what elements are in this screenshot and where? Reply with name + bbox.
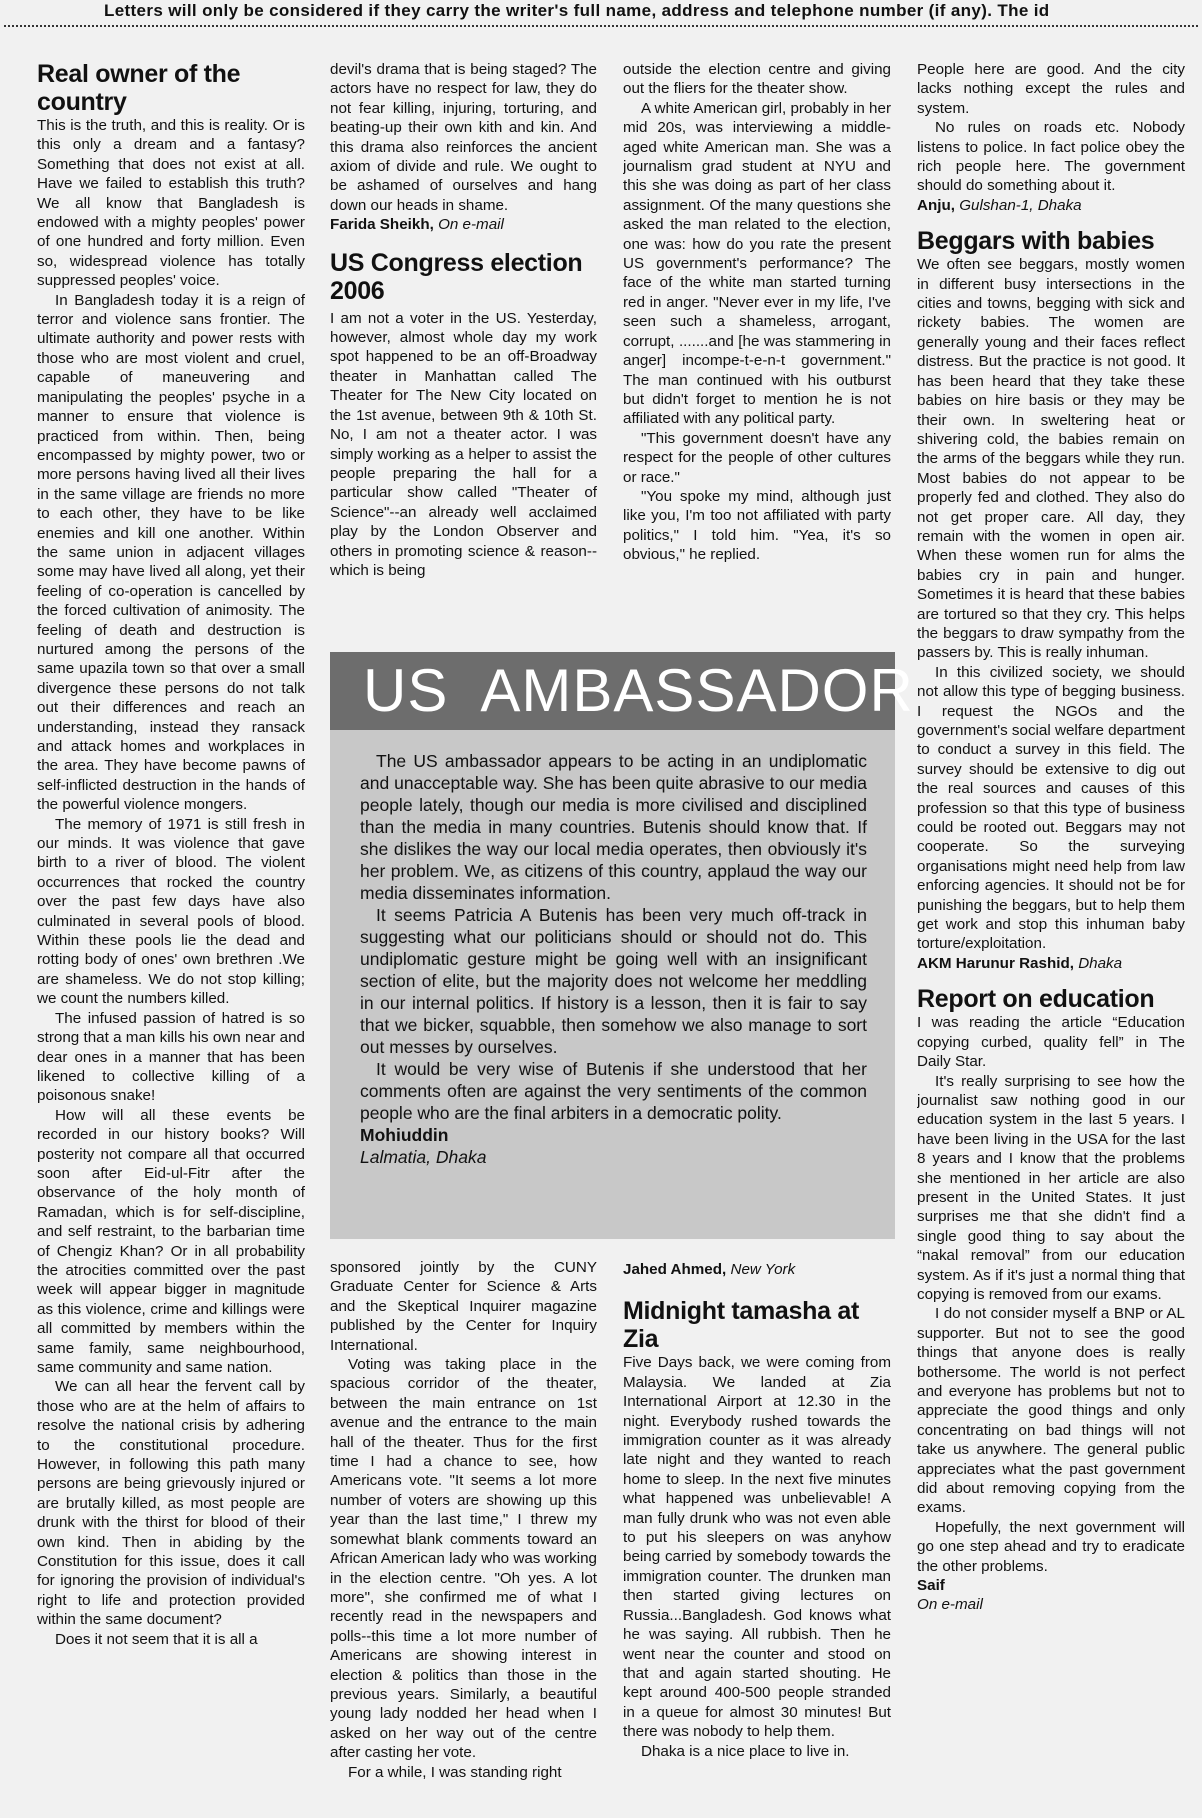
letter-column-2-bottom xyxy=(330,1258,597,1814)
paragraph: "You spoke my mind, although just like you, I'm too not affiliated with party politics," I told him. "Yea, it's so obvious," he replied. xyxy=(623,487,891,564)
paragraph: No rules on roads etc. Nobody listens to police. In fact police obey the rich people here. The government should do something about it. xyxy=(917,119,1185,195)
paragraph: Dhaka is a nice place to live in. xyxy=(641,1742,850,1760)
headline-report-education: Report on education xyxy=(917,985,1155,1014)
paragraph: We can all hear the fervent call by those who are at the helm of affairs to resolve the national crisis by adhering to the constitutional procedure. However, in following this path many persons are being grievously injured or are brutally killed, as most people are drunk with the thirst for blood of their own kind. Then in abiding by the Constitution for this issue, does it call for ignoring the provision of individual's right to life and protection provided within the same document? xyxy=(37,1378,305,1629)
signature: Jahed Ahmed, New York xyxy=(623,1261,796,1278)
box-body xyxy=(360,750,867,1168)
paragraph: It's really surprising to see how the journalist saw nothing good in our education system in the last 5 years. I have been living in the USA for the last 8 years and I know that the problems she mentioned in her article are also present in the United States. It just surprises me that she didn't find a single good thing to say about the “nakal removal” from our education system. As if it's just a normal thing that copying is removed from our exams. xyxy=(917,1072,1185,1303)
paragraph: Does it not seem that it is all a xyxy=(55,1630,258,1648)
banner-text: Letters will only be considered if they carry the writer's full name, address and telephone number (if any). The id xyxy=(104,1,1050,20)
paragraph: The infused passion of hatred is so strong that a man kills his own near and dear ones in a manner that has been likened to collective killing of a poisonous snake! xyxy=(37,1009,305,1105)
headline-beggars: Beggars with babies xyxy=(917,227,1155,256)
submission-policy-banner xyxy=(0,0,1202,24)
us-ambassador-boxed-letter xyxy=(330,652,914,1239)
paragraph: I am not a voter in the US. Yesterday, however, almost whole day my work spot happened to be an off-Broadway theater in Manhattan called The Theater for The New City located on the 1st avenue, between 9th & 10th St. No, I am not a theater actor. I was simply working as a helper to assist the people preparing the hall for a particular show called "Theater of Science"--an already well acclaimed play by the London Observer and others in promoting science & reason--which is being xyxy=(330,309,597,579)
paragraph: The US ambassador appears to be acting in an undiplomatic and unacceptable way. She has been quite abrasive to our media people lately, though our media is more civilised and disciplined than the media in many countries. Butenis should know that. If she dislikes the way our local media operates, then obviously it's her problem. We, as citizens of this country, applaud the way our media disseminates information. xyxy=(360,751,867,903)
paragraph: "This government doesn't have any respect for the people of other cultures or race." xyxy=(623,429,891,486)
signature-place: On e-mail xyxy=(917,1596,983,1614)
paragraph: We often see beggars, mostly women in different busy intersections in the cities and towns, begging with sick and rickety babies. The women are generally young and their faces reflect distress. But the practice is not good. It has been heard that they take these babies on hire basis or they may be their own. In sweltering heat or shivering cold, the babies remain on the arms of the beggars while they run. Most babies do not appear to be properly fed and clothed. They also do not get proper care. All day, they remain with the women in open air. When these women run for alms the babies cry in pain and hunger. Sometimes it is heard that these babies are tortured so that they cry. This helps the beggars to draw sympathy from the passers by. This is really inhuman. xyxy=(917,256,1185,662)
letter-column-3-top xyxy=(623,60,891,632)
signature: Saif xyxy=(917,1577,945,1595)
signature: AKM Harunur Rashid, Dhaka xyxy=(917,954,1123,972)
headline-us-congress: US Congress election 2006 xyxy=(330,248,583,305)
paragraph: outside the election centre and giving out the fliers for the theater show. xyxy=(623,61,891,98)
dotted-divider xyxy=(4,25,1198,27)
paragraph: How will all these events be recorded in our history books? Will posterity not compare all that occurred soon after Eid-ul-Fitr after the observance of the holy month of Ramadan, which is for self-discipline, and self restraint, to the barbarian time of Chengiz Khan? Or in all probability the atrocities committed over the past week will appear bigger in magnitude as this violence, crime and killings were all committed by members within the same family, same neighbourhood, same community and same nation. xyxy=(37,1106,305,1376)
paragraph: A white American girl, probably in her mid 20s, was interviewing a middle-aged white American man. She was a journalism grad student at NYU and this she was doing as part of her class assignment. Of the many questions she asked the man related to the election, one was: how do you rate the present US government's performance? The face of the white man started turning red in anger. "Never ever in my life, I've seen such a shameless, arrogant, corrupt, .......and [he was stammering in anger] incompe-t-e-n-t government." The man continued with his outburst but didn't forget to mention he is not affiliated with any political party. xyxy=(623,99,891,428)
paragraph: The memory of 1971 is still fresh in our minds. It was violence that gave birth to a river of blood. The violent occurrences that rocked the country over the past few days have also culminated in several pools of blood. Within these pools lie the dead and rotting body of ones' own brethren .We are shameless. We do not stop killing; we count the numbers killed. xyxy=(37,815,305,1008)
paragraph: Five Days back, we were coming from Malaysia. We landed at Zia International Airport at 12.30 in the night. Everybody rushed towards the immigration counter as it was already late night and they wanted to reach home to sleep. In the next five minutes what happened was unbelievable! A man fully drunk who was not even able to put his sleepers on was anyhow being carried by somebody towards the immigration counter. The drunken man then started giving lectures on Russia...Bangladesh. God knows what he was saying. All rubbish. Then he went near the counter and stood on that and again started shouting. He kept around 400-500 people stranded in a queue for almost 30 minutes! But there was nobody to help them. xyxy=(623,1354,891,1741)
paragraph: In Bangladesh today it is a reign of terror and violence sans frontier. The ultimate authority and power rests with those who are most violent and cruel, capable of maneuvering and manipulating the peoples' psyche in a manner to ensure that violence is practiced from within. Then, being encompassed by mighty power, two or more persons having lived all their lives in the same village are friends no more to each other, they have to be like enemies and kill one another. Within the same union in adjacent villages some may have lived all along, yet their feeling of co-operation is cancelled by the forced cultivation of animosity. The feeling of death and destruction is nurtured among the persons of the same upazila town so that over a small divergence these persons do not talk out their differences and reach an understanding, instead they ransack and attack homes and workplaces in the area. They have become pawns of self-inflicted destruction in the hands of the powerful violence mongers. xyxy=(37,291,305,814)
paragraph: This is the truth, and this is reality. Or is this only a dream and a fantasy? Something that does not exist at all. Have we failed to establish this truth? We all know that Bangladesh is endowed with a mighty peoples' power of one hundred and forty million. Even so, widespread violence has totally suppressed peoples' voice. xyxy=(37,117,305,290)
signature: Mohiuddin xyxy=(360,1125,449,1145)
paragraph: It seems Patricia A Butenis has been very much off-track in suggesting what our politicians should or should not do. This undiplomatic gesture might be going well with an insignificant section of elite, but the majority does not welcome her meddling in our internal politics. If history is a lesson, then it is fair to say that we bicker, squabble, then somehow we also manage to sort out messes by ourselves. xyxy=(360,905,867,1057)
paragraph: For a while, I was standing right xyxy=(348,1763,562,1781)
box-title: US AMBASSADOR xyxy=(363,657,914,724)
paragraph: People here are good. And the city lacks nothing except the rules and system. xyxy=(917,61,1185,117)
headline-real-owner: Real owner of the country xyxy=(37,60,241,116)
letter-column-1 xyxy=(37,60,305,1812)
signature: Farida Sheikh, On e-mail xyxy=(330,216,504,234)
paragraph: Hopefully, the next government will go one step ahead and try to eradicate the other problems. xyxy=(917,1518,1185,1575)
paragraph: sponsored jointly by the CUNY Graduate Center for Science & Arts and the Skeptical Inquirer magazine published by the Center for Inquiry International. xyxy=(330,1259,597,1354)
paragraph: devil's drama that is being staged? The actors have no respect for law, they do not fear killing, injuring, torturing, and beating-up their own kith and kin. And this drama also reinforces the ancient axiom of divide and rule. We ought to be ashamed of ourselves and hang down our heads in shame. xyxy=(330,61,597,214)
paragraph: Voting was taking place in the spacious corridor of the theater, between the main entrance on 1st avenue and the entrance to the main hall of the theater. Thus for the first time I had a chance to see, how Americans vote. "It seems a lot more number of voters are showing up this year than the last time," I threw my somewhat blank comments toward an African American lady who was working in the election centre. "Oh yes. A lot more", she confirmed me of what I recently read in the newspapers and polls--this time a lot more number of Americans are showing interest in election & politics than those in the previous years. Similarly, a beautiful young lady nodded her head when I asked on her way out of the centre after casting her vote. xyxy=(330,1356,597,1762)
paragraph: In this civilized society, we should not allow this type of begging business. I request the NGOs and the government's social welfare department to conduct a survey in this field. The survey should be extensive to dig out the real sources and causes of this profession so that this type of business could be rooted out. Beggars may not cooperate. So the surveying organisations might need help from law enforcing agencies. It should not be for punishing the beggars, but to help them get work and stop this inhuman baby torture/exploitation. xyxy=(917,663,1185,953)
paragraph: I do not consider myself a BNP or AL supporter. But not to see the good things that anyone does is really bothersome. The world is not perfect and everyone has problems but not to appreciate the good things and only concentrating on bad things will not take us anywhere. The general public appreciates what the past government did about removing copying from the exams. xyxy=(917,1305,1185,1517)
headline-midnight-tamasha: Midnight tamasha at Zia xyxy=(623,1297,859,1354)
signature: Anju, Gulshan-1, Dhaka xyxy=(917,196,1082,214)
box-header xyxy=(330,652,914,730)
signature-place: Lalmatia, Dhaka xyxy=(360,1147,487,1167)
letter-column-4 xyxy=(917,60,1185,1812)
paragraph: It would be very wise of Butenis if she understood that her comments often are against the very sentiments of the common people who are the final arbiters in a democratic polity. xyxy=(360,1059,867,1123)
paragraph: I was reading the article “Education copying curbed, quality fell” in The Daily Star. xyxy=(917,1014,1185,1071)
letter-column-2-top xyxy=(330,60,597,632)
letter-column-3-bottom xyxy=(623,1260,891,1814)
